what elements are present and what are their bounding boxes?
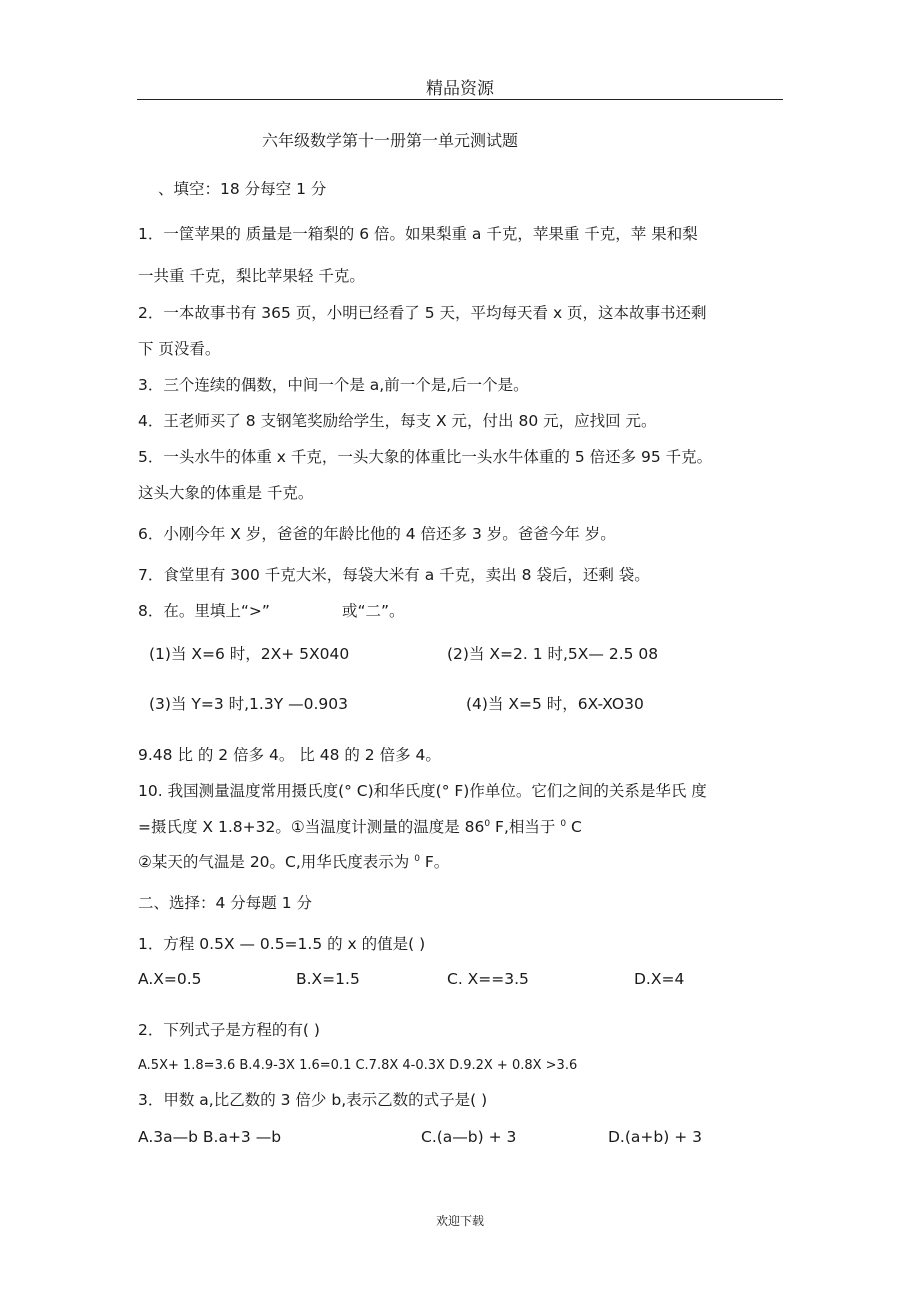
question-3: 3．三个连续的偶数，中间一个是 a,前一个是,后一个是。	[138, 376, 529, 394]
degree-superscript-3: 0	[414, 853, 420, 864]
question-8-cont: 或“二”。	[342, 602, 405, 620]
choice-1-option-c: C. X==3.5	[447, 970, 529, 988]
question-5-line-2: 这头大象的体重是 千克。	[138, 484, 314, 502]
question-8-part-3: (3)当 Y=3 时,1.3Y —0.903	[149, 695, 348, 713]
q10-line2-text-c: C	[566, 818, 582, 836]
page-footer: 欢迎下载	[435, 1214, 484, 1228]
q10-line3-text-a: ②某天的气温是 20。C,用华氏度表示为	[138, 853, 415, 871]
q10-line2-text-a: =摄氏度 X 1.8+32。①当温度计测量的温度是 86	[138, 818, 485, 836]
choice-1-option-a: A.X=0.5	[138, 970, 202, 988]
section-choice-heading: 二、选择：4 分每题 1 分	[138, 894, 313, 912]
question-10-line-1: 10. 我国测量温度常用摄氏度(° C)和华氏度(° F)作单位。它们之间的关系是华氏 度	[138, 782, 707, 800]
question-8: 8．在。里填上“>”	[138, 602, 270, 620]
question-7: 7．食堂里有 300 千克大米，每袋大米有 a 千克，卖出 8 袋后，还剩 袋。	[138, 566, 650, 584]
degree-superscript-2: 0	[560, 818, 567, 829]
document-title: 六年级数学第十一册第一单元测试题	[262, 131, 519, 150]
section-fill-blank-heading: 、填空：18 分每空 1 分	[158, 180, 327, 198]
question-10-line-3	[138, 850, 449, 872]
question-8-part-1: (1)当 X=6 时，2X+ 5X040	[149, 645, 350, 663]
header-rule	[137, 99, 783, 100]
choice-1-option-d: D.X=4	[634, 970, 685, 988]
degree-superscript-1: 0	[484, 818, 491, 829]
question-2-line-1: 2．一本故事书有 365 页，小明已经看了 5 天，平均每天看 x 页，这本故事书还剩	[138, 304, 707, 322]
choice-3-option-ab: A.3a—b B.a+3 —b	[138, 1128, 282, 1146]
choice-1-option-b: B.X=1.5	[296, 970, 360, 988]
q10-line2-text-b: F,相当于	[490, 818, 561, 836]
page-header: 精品资源	[426, 79, 494, 99]
choice-3-option-c: C.(a—b) + 3	[421, 1128, 517, 1146]
question-1-line-1: 1．一筐苹果的 质量是一箱梨的 6 倍。如果梨重 a 千克，苹果重 千克，苹 果和梨	[138, 225, 698, 243]
question-8-part-2: (2)当 X=2. 1 时,5X— 2.5 08	[447, 645, 659, 663]
choice-2-question: 2．下列式子是方程的有( )	[138, 1021, 320, 1039]
choice-1-question: 1．方程 0.5X — 0.5=1.5 的 x 的值是( )	[138, 935, 426, 953]
choice-3-question: 3．甲数 a,比乙数的 3 倍少 b,表示乙数的式子是( )	[138, 1091, 488, 1109]
question-9: 9.48 比 的 2 倍多 4。 比 48 的 2 倍多 4。	[138, 746, 441, 764]
question-8-part-4: (4)当 X=5 时，6X-XO30	[466, 695, 644, 713]
question-2-line-2: 下 页没看。	[138, 340, 221, 358]
question-1-line-2: 一共重 千克，梨比苹果轻 千克。	[138, 267, 365, 285]
question-6: 6．小刚今年 X 岁，爸爸的年龄比他的 4 倍还多 3 岁。爸爸今年 岁。	[138, 525, 616, 543]
choice-3-option-d: D.(a+b) + 3	[608, 1128, 702, 1146]
choice-2-options: A.5X+ 1.8=3.6 B.4.9-3X 1.6=0.1 C.7.8X 4-0.3X D.9.2X + 0.8X >3.6	[138, 1058, 578, 1073]
question-4: 4．王老师买了 8 支钢笔奖励给学生，每支 X 元，付出 80 元，应找回 元。	[138, 412, 657, 430]
q10-line3-text-b: F。	[419, 853, 450, 871]
question-5-line-1: 5．一头水牛的体重 x 千克，一头大象的体重比一头水牛体重的 5 倍还多 95 千克。	[138, 448, 713, 466]
question-10-line-2	[138, 815, 582, 837]
